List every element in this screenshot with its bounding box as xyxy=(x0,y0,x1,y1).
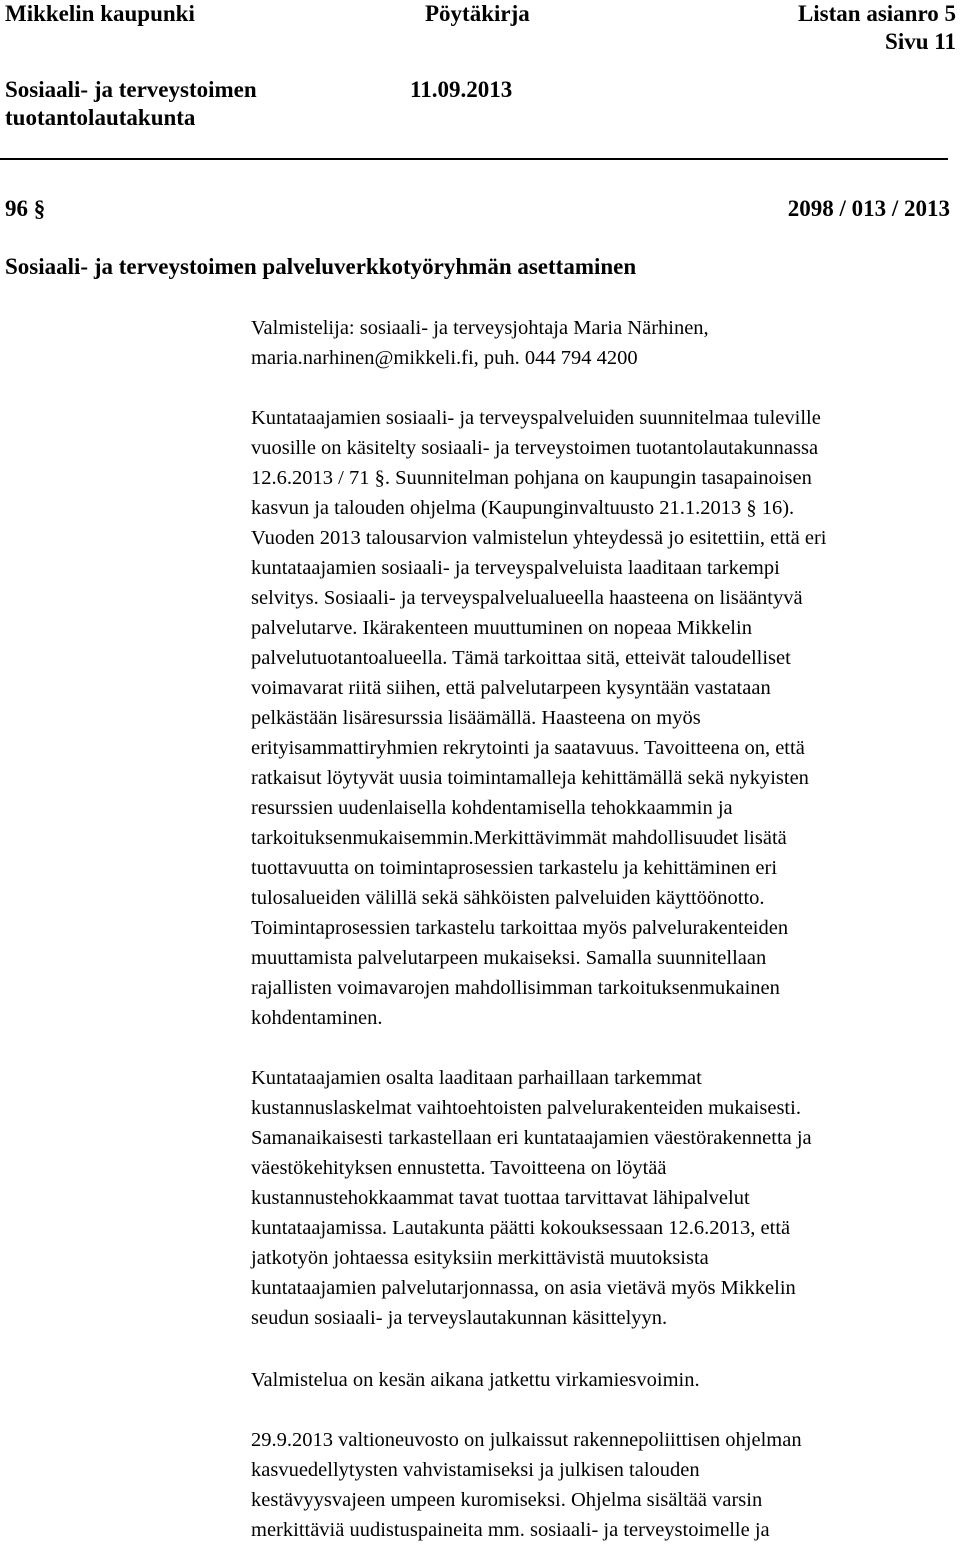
agenda-item-number: Listan asianro 5 xyxy=(797,1,956,26)
preparer-info: Valmistelija: sosiaali- ja terveysjohtaja Maria Närhinen, maria.narhinen@mikkeli.fi, puh. 044 794 4200 xyxy=(251,317,709,369)
paragraph-2: Kuntataajamien osalta laaditaan parhaillaan tarkemmat kustannuslaskelmat vaihtoehtoisten palvelurakenteiden mukaisesti. Samanaikaisesti tarkastellaan eri kuntataajamien väestörakennetta ja väestökehityksen ennustetta. Tavoitteena on löytää kustannustehokkaammat tavat tuottaa tarvittavat lähipalvelut kuntataajamissa. Lautakunta päätti kokouksessaan 12.6.2013, että jatkotyön johtaessa esityksiin merkittävistä muutoksista kuntataajamien palvelutarjonnassa, on asia vietävä myös Mikkelin seudun sosiaali- ja terveyslautakunnan käsittelyyn. xyxy=(251,1067,812,1329)
board-name-line2: tuotantolautakunta xyxy=(5,105,196,130)
meeting-date: 11.09.2013 xyxy=(410,77,513,102)
record-number: 2098 / 013 / 2013 xyxy=(787,196,950,221)
organization-name: Mikkelin kaupunki xyxy=(5,1,195,26)
page-number: Sivu 11 xyxy=(885,29,956,54)
paragraph-1: Kuntataajamien sosiaali- ja terveyspalveluiden suunnitelmaa tuleville vuosille on käsitelty sosiaali- ja terveystoimen tuotantolautakunnassa 12.6.2013 / 71 §. Suunnitelman pohjana on kaupungin tasapainoisen kasvun ja talouden ohjelma (Kaupunginvaltuusto 21.1.2013 § 16). Vuoden 2013 talousarvion valmistelun yhteydessä jo esitettiin, että eri kuntataajamien sosiaali- ja terveyspalveluista laaditaan tarkempi selvitys. Sosiaali- ja terveyspalvelualueella haasteena on lisääntyvä palvelutarve. Ikärakenteen muuttuminen on nopeaa Mikkelin palvelutuotantoalueella. Tämä tarkoittaa sitä, etteivät taloudelliset voimavarat riitä siihen, että palvelutarpeen kysyntään vastataan pelkästään lisäresurssia lisäämällä. Haasteena on myös erityisammattiryhmien rekrytointi ja saatavuus. Tavoitteena on, että ratkaisut löytyvät uusia toimintamalleja kehittämällä sekä nykyisten resurssien uudenlaisella kohdentamisella tehokkaammin ja tarkoituksenmukaisemmin.Merkittävimmät mahdollisuudet lisätä tuottavuutta on toimintaprosessien tarkastelu ja kehittäminen eri tulosalueiden välillä sekä sähköisten palveluiden käyttöönotto. Toimintaprosessien tarkastelu tarkoittaa myös palvelurakenteiden muuttamista palvelutarpeen mukaiseksi. Samalla suunnitellaan rajallisten voimavarojen mahdollisimman tarkoituksenmukainen kohdentaminen. xyxy=(251,407,827,1029)
document-type: Pöytäkirja xyxy=(425,1,530,26)
header-divider xyxy=(0,158,948,160)
paragraph-3: Valmistelua on kesän aikana jatkettu virkamiesvoimin. xyxy=(251,1369,700,1391)
board-name-line1: Sosiaali- ja terveystoimen xyxy=(5,77,257,102)
section-title: Sosiaali- ja terveystoimen palveluverkkotyöryhmän asettaminen xyxy=(5,254,637,279)
paragraph-4: 29.9.2013 valtioneuvosto on julkaissut rakennepoliittisen ohjelman kasvuedellytysten vahvistamiseksi ja julkisen talouden kestävyysvajeen umpeen kuromiseksi. Ohjelma sisältää varsin merkittäviä uudistuspaineita mm. sosiaali- ja terveystoimelle ja xyxy=(251,1429,802,1541)
section-number: 96 § xyxy=(5,196,46,221)
